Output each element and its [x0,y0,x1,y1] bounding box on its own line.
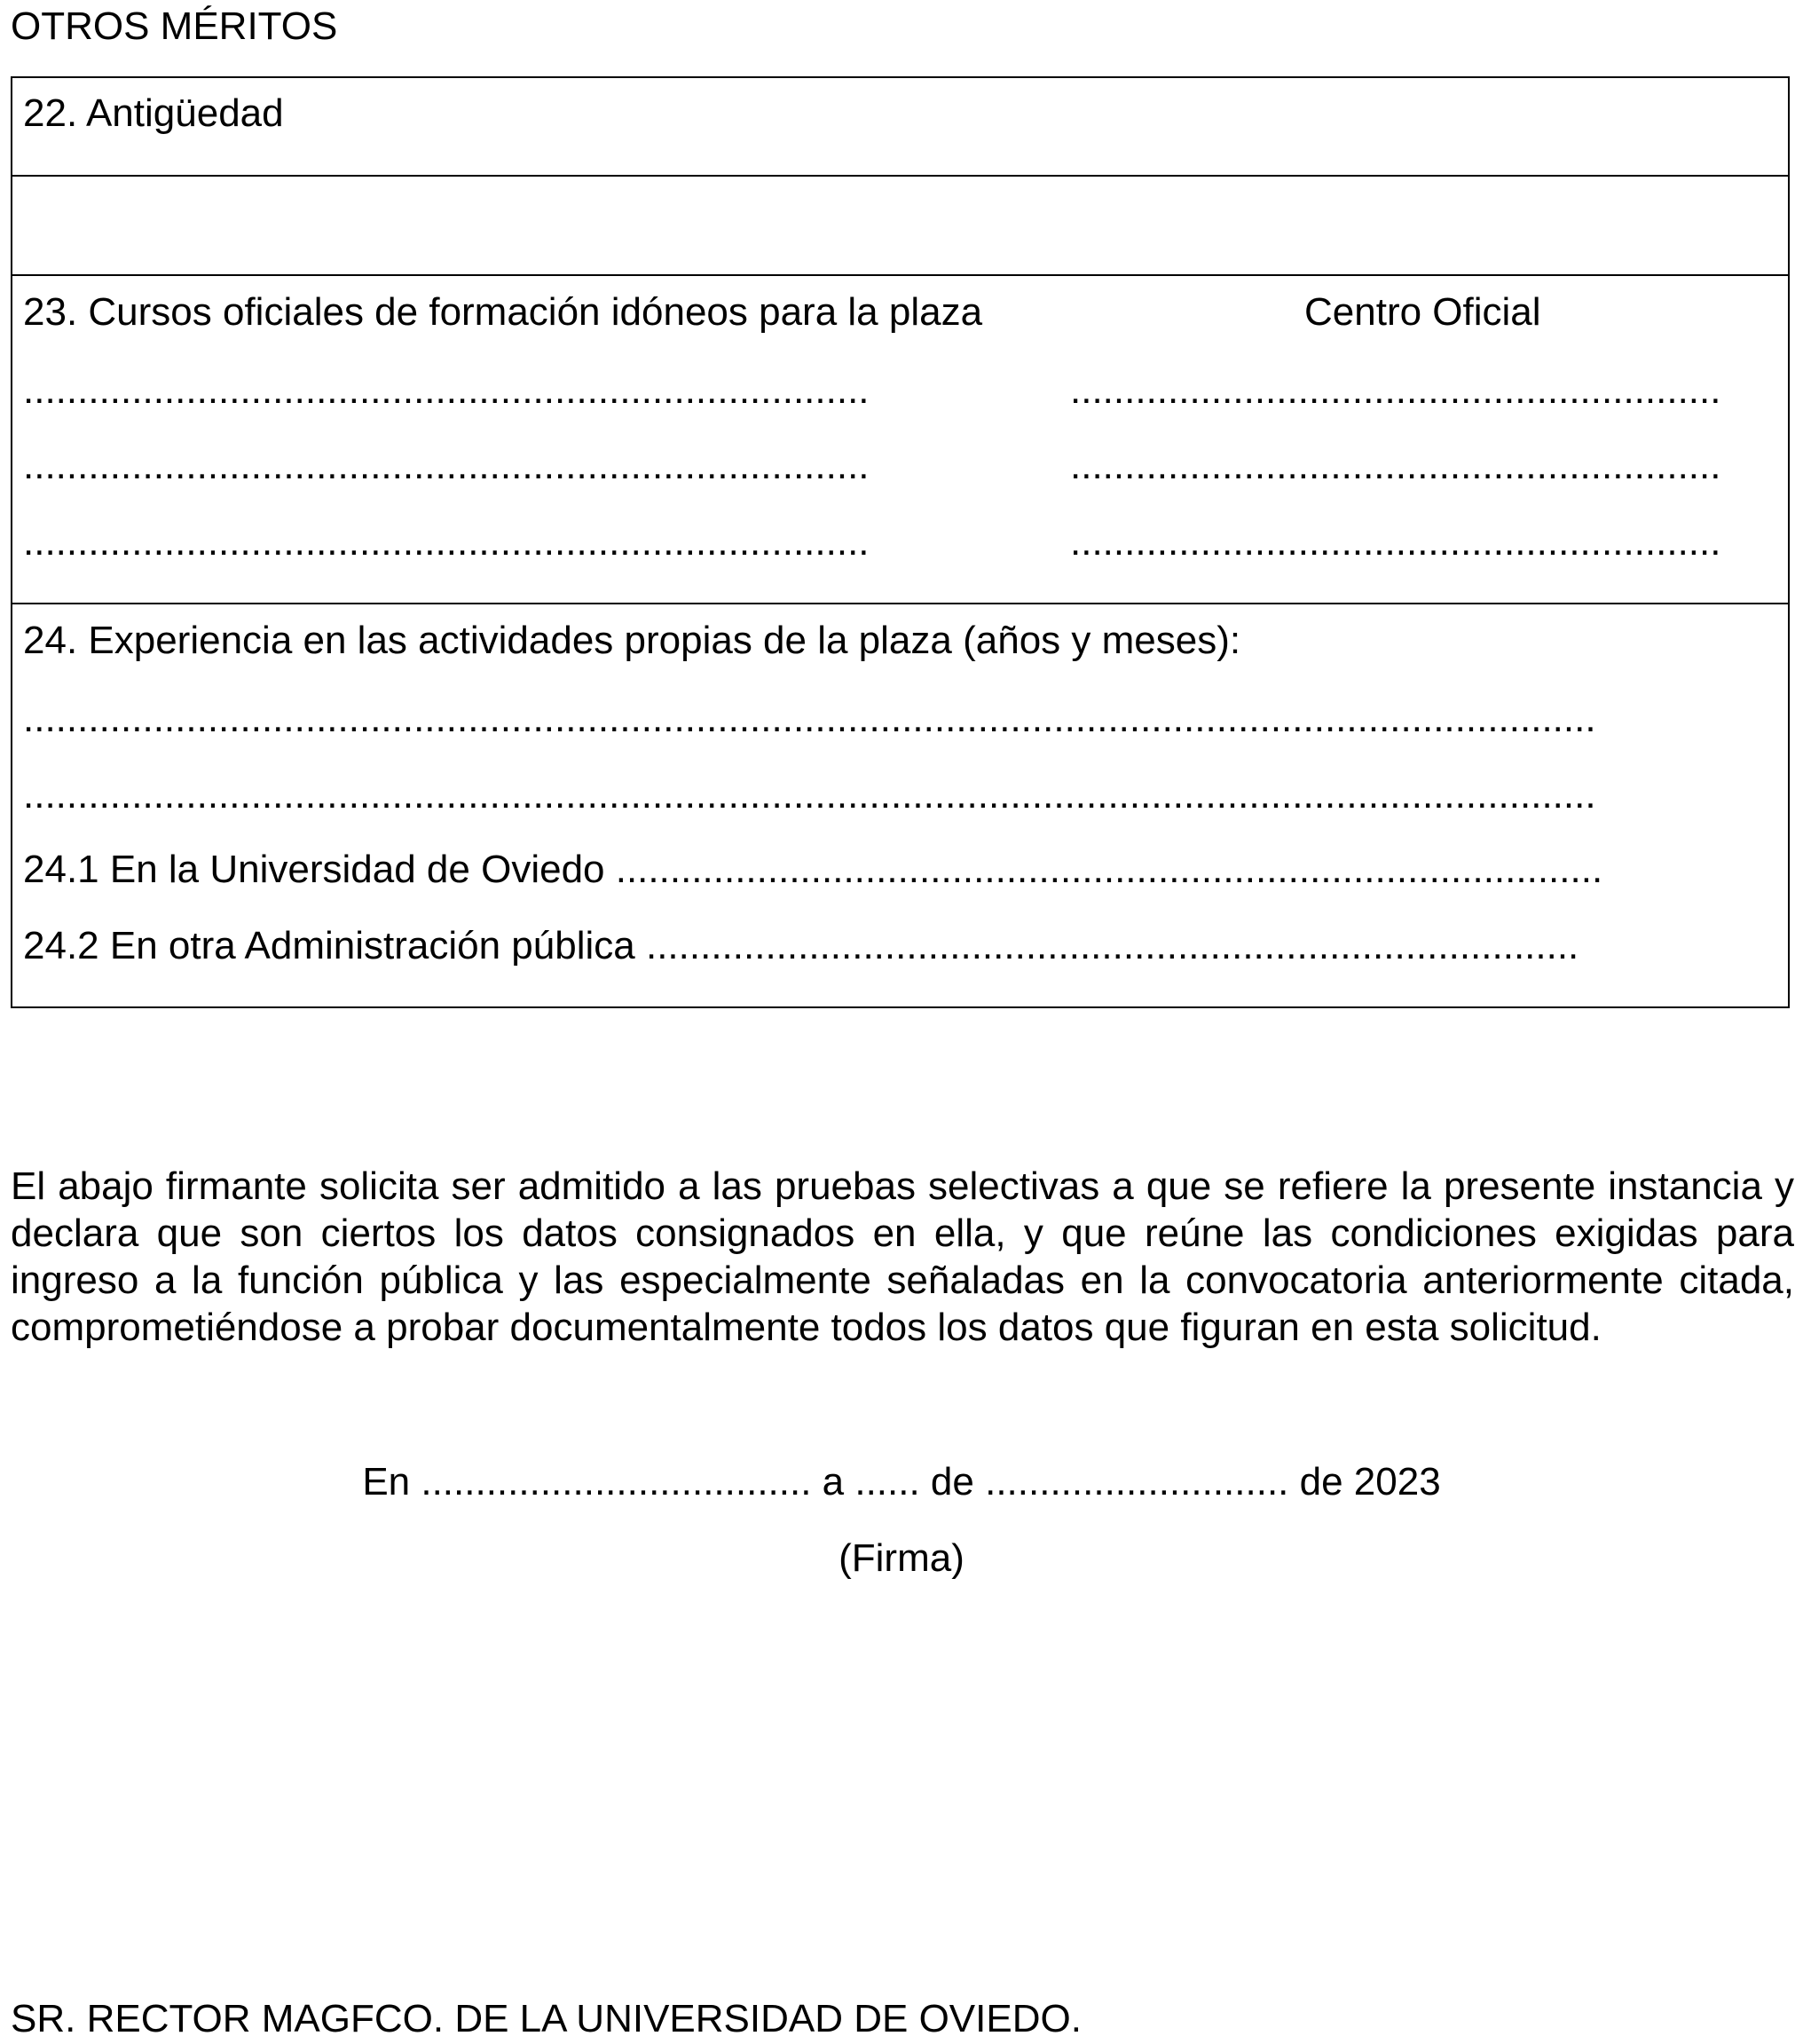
item-24-experience-dots[interactable]: ................................................................................................................................................. [23,699,1596,738]
signature-label: (Firma) [839,1536,964,1580]
date-line[interactable]: En .................................... a ...... de ............................ de 2023 [362,1460,1441,1503]
item-23-center-header: Centro Oficial [1304,290,1541,334]
item-23-label: 23. Cursos oficiales de formación idóneos para la plaza [23,290,983,334]
item-24-1-dots[interactable]: ........................................................................................... [615,850,1603,889]
row-divider [11,175,1790,177]
item-23-center-dots[interactable]: ............................................................ [1070,523,1721,562]
item-23-center-dots[interactable]: ............................................................ [1070,446,1721,485]
item-24-2-label: 24.2 En otra Administración pública [23,927,646,966]
section-title: OTROS MÉRITOS [11,4,338,48]
item-23-course-dots[interactable]: .............................................................................. [23,371,870,410]
item-24-2-row [23,927,1784,966]
item-24-1-row [23,850,1784,889]
row-divider [11,603,1790,604]
item-24-2-dots[interactable]: ...................................................................................... [645,927,1579,966]
addressee: SR. RECTOR MAGFCO. DE LA UNIVERSIDAD DE OVIEDO. [11,1997,1082,2040]
item-23-course-dots[interactable]: .............................................................................. [23,523,870,562]
item-24-1-label: 24.1 En la Universidad de Oviedo [23,850,616,889]
row-divider [11,274,1790,276]
item-23-center-dots[interactable]: ............................................................ [1070,371,1721,410]
item-24-label: 24. Experiencia en las actividades propias de la plaza (años y meses): [23,619,1241,662]
item-23-course-dots[interactable]: .............................................................................. [23,446,870,485]
item-22-label: 22. Antigüedad [23,91,284,135]
item-24-experience-dots[interactable]: ................................................................................................................................................. [23,776,1596,815]
declaration-paragraph: El abajo firmante solicita ser admitido a las pruebas selectivas a que se refiere la presente instancia y declara que son ciertos los datos consignados en ella, y que reúne las condiciones exigidas para ingreso a la función pública y las especialmente señaladas en la convocatoria anteriormente citada, comprometiéndose a probar documentalmente todos los datos que figuran en esta solicitud. [11,1164,1794,1349]
